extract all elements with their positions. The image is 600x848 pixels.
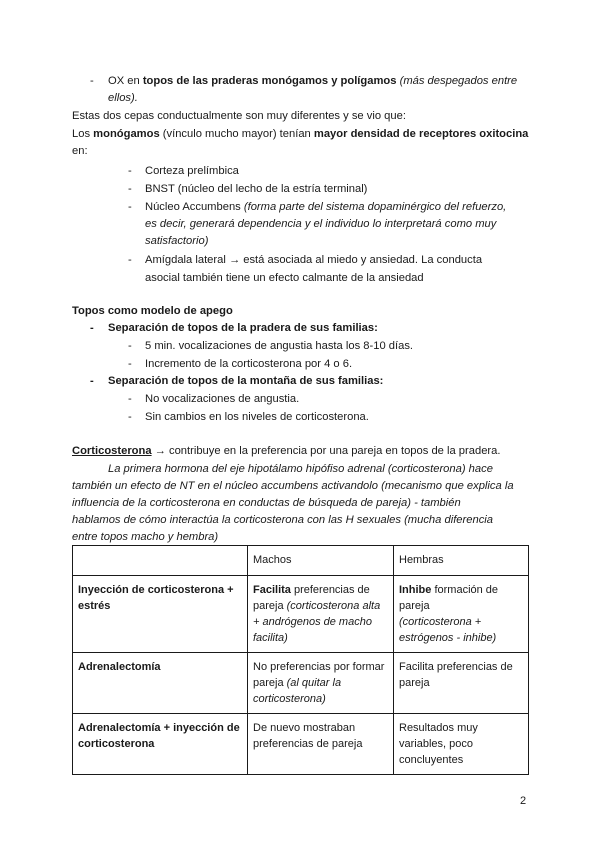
list-item-cont: satisfactorio) xyxy=(145,235,209,247)
table-row xyxy=(73,576,529,653)
section-heading-apego: Topos como modelo de apego xyxy=(72,305,233,317)
ox-line-cont: ellos). xyxy=(108,92,138,104)
group-title: Separación de topos de la pradera de sus familias: xyxy=(108,322,378,334)
group-item: Sin cambios en los niveles de corticosterona. xyxy=(145,411,369,423)
table-header-row xyxy=(73,546,529,576)
table-cell-machos: De nuevo mostraban preferencias de pareja xyxy=(248,714,394,775)
group-dash: - xyxy=(90,375,94,387)
table-header-cell: Machos xyxy=(248,546,394,576)
cort-para: también un efecto de NT en el núcleo accumbens activandolo (mecanismo que explica la xyxy=(72,480,514,492)
table-cell-hembras: Inhibe formación de pareja (corticosterona + estrógenos - inhibe) xyxy=(394,576,529,653)
page-number: 2 xyxy=(520,795,527,807)
group-item: No vocalizaciones de angustia. xyxy=(145,393,300,405)
table-header-cell: Hembras xyxy=(394,546,529,576)
sub-dash: - xyxy=(128,358,132,370)
cepas-line: Estas dos cepas conductualmente son muy diferentes y se vio que: xyxy=(72,110,406,122)
table-cell-hembras: Resultados muy variables, poco concluyentes xyxy=(394,714,529,775)
table-row-label: Adrenalectomía + inyección de corticosterona xyxy=(73,714,248,775)
table-row-label: Adrenalectomía xyxy=(73,653,248,714)
table-row xyxy=(73,653,529,714)
list-dash: - xyxy=(128,165,132,177)
ox-line: OX en topos de las praderas monógamos y polígamos (más despegados entre xyxy=(108,75,518,87)
results-table xyxy=(72,545,529,775)
table-cell-machos: Facilita preferencias de pareja (corticosterona alta + andrógenos de macho facilita) xyxy=(248,576,394,653)
list-item-cont: es decir, generará dependencia y el individuo lo interpretará como muy xyxy=(145,218,497,230)
table-cell-machos: No preferencias por formar pareja (al quitar la corticosterona) xyxy=(248,653,394,714)
table-cell-hembras: Facilita preferencias de pareja xyxy=(394,653,529,714)
group-dash: - xyxy=(90,322,94,334)
list-item: Corteza prelímbica xyxy=(145,165,239,177)
list-dash: - xyxy=(128,201,132,213)
list-item: BNST (núcleo del lecho de la estría terminal) xyxy=(145,183,368,195)
list-item-cont: asocial también tiene un efecto calmante de la ansiedad xyxy=(145,272,424,284)
cort-para: La primera hormona del eje hipotálamo hipófiso adrenal (corticosterona) hace xyxy=(108,463,493,475)
table-header-cell xyxy=(73,546,248,576)
table-row-label: Inyección de corticosterona + estrés xyxy=(73,576,248,653)
monogamos-line: Los monógamos (vínculo mucho mayor) tenían mayor densidad de receptores oxitocina xyxy=(72,128,529,140)
cort-para: entre topos macho y hembra) xyxy=(72,531,219,543)
group-item: 5 min. vocalizaciones de angustia hasta los 8-10 días. xyxy=(145,340,414,352)
sub-dash: - xyxy=(128,393,132,405)
bullet-dash: - xyxy=(90,75,94,87)
group-item: Incremento de la corticosterona por 4 o 6. xyxy=(145,358,353,370)
list-dash: - xyxy=(128,183,132,195)
en-line: en: xyxy=(72,145,88,157)
list-item: Amígdala lateral → está asociada al miedo y ansiedad. La conducta xyxy=(145,254,483,266)
cort-para: influencia de la corticosterona en conductas de búsqueda de pareja) - también xyxy=(72,497,461,509)
table-row xyxy=(73,714,529,775)
list-dash: - xyxy=(128,254,132,266)
sub-dash: - xyxy=(128,411,132,423)
cort-line: Corticosterona → contribuye en la preferencia por una pareja en topos de la pradera. xyxy=(72,445,501,457)
group-title: Separación de topos de la montaña de sus familias: xyxy=(108,375,384,387)
sub-dash: - xyxy=(128,340,132,352)
cort-para: hablamos de cómo interactúa la corticosterona con las H sexuales (mucha diferencia xyxy=(72,514,493,526)
list-item: Núcleo Accumbens (forma parte del sistema dopaminérgico del refuerzo, xyxy=(145,201,507,213)
